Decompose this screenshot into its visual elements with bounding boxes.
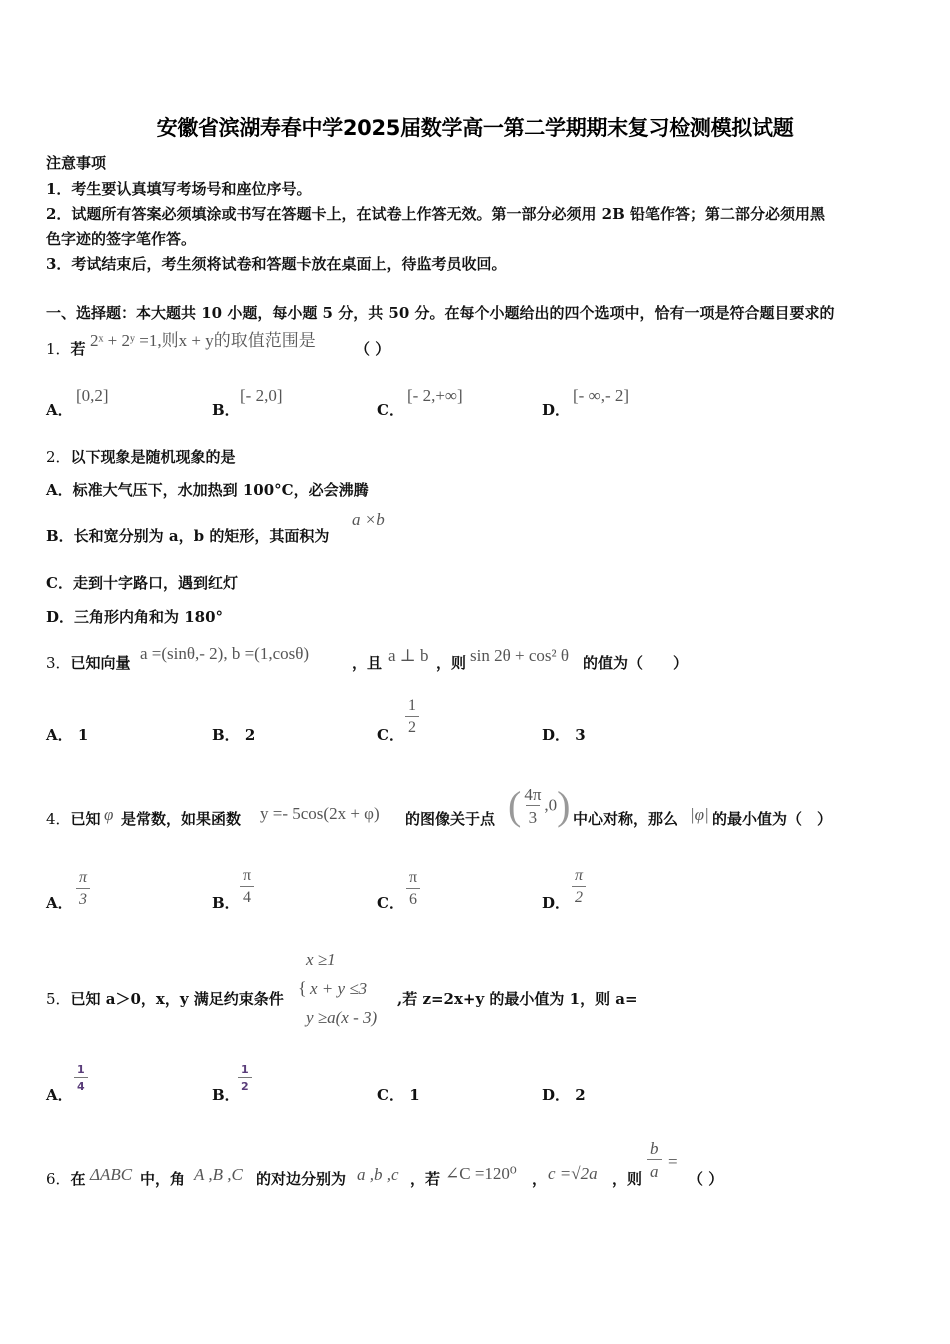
q4-function: y =- 5cos(2x + φ) bbox=[260, 804, 380, 823]
q1-option-a-label: A． bbox=[46, 401, 73, 419]
q5-option-b-fraction bbox=[238, 1064, 252, 1092]
q3-stem bbox=[46, 652, 131, 673]
q2-option-c: C．走到十字路口，遇到红灯 bbox=[46, 574, 238, 592]
q4-paren-right: ) bbox=[557, 783, 571, 828]
q1-option-b: [- 2,0] bbox=[240, 386, 283, 405]
q4-post: 的最小值为（ ） bbox=[712, 810, 833, 828]
q4-option-d-fraction bbox=[572, 868, 586, 906]
q4-option-c-den: 6 bbox=[406, 888, 420, 908]
q5-brace: { bbox=[298, 978, 307, 998]
q5-option-d bbox=[542, 1084, 586, 1105]
q6-number: 6． bbox=[46, 1170, 71, 1188]
q4-option-c-fraction bbox=[406, 870, 420, 908]
q3-option-c-num: 1 bbox=[408, 697, 416, 714]
q4-option-b-den: 4 bbox=[240, 886, 254, 906]
q4-point-num: 4π bbox=[524, 784, 542, 804]
q2-stem bbox=[46, 446, 236, 467]
q1-option-c-label: C． bbox=[377, 401, 404, 419]
q5-option-b-label: B． bbox=[212, 1086, 240, 1104]
notice-item-2: 2．试题所有答案必须填涂或书写在答题卡上，在试卷上作答无效。第一部分必须用 2B 铅笔作答；第二部分必须用黑 bbox=[46, 205, 826, 223]
q4-mid1: 是常数，如果函数 bbox=[121, 810, 242, 828]
q5-option-b-den: 2 bbox=[238, 1077, 252, 1092]
q3-then: ，则 bbox=[436, 654, 467, 672]
q3-option-d bbox=[542, 724, 586, 745]
q3-option-d-label: D． bbox=[542, 726, 571, 744]
q4-option-b-fraction bbox=[240, 868, 254, 906]
q5-pre: 已知 a＞0，x，y 满足约束条件 bbox=[70, 990, 284, 1008]
q6-condition-side: c =√2a bbox=[548, 1164, 598, 1183]
q6-mid1: 中，角 bbox=[140, 1170, 186, 1188]
q6-mid3: ，若 bbox=[410, 1170, 441, 1188]
q6-pre: 在 bbox=[70, 1170, 86, 1188]
q4-phi: φ bbox=[104, 805, 114, 824]
q5-option-c-label: C． bbox=[377, 1086, 404, 1104]
q4-mid2: 的图像关于点 bbox=[405, 810, 496, 828]
q4-number: 4． bbox=[46, 810, 71, 828]
q3-option-c-fraction bbox=[405, 698, 419, 736]
q3-option-b-value: 2 bbox=[244, 726, 256, 744]
q6-fraction-den: a bbox=[647, 1159, 662, 1180]
q3-option-c-label: C． bbox=[377, 726, 404, 744]
q4-option-c-num: π bbox=[409, 869, 418, 886]
q3-pre: 已知向量 bbox=[70, 654, 131, 672]
q4-option-b-num: π bbox=[243, 867, 252, 884]
q2-option-d: D．三角形内角和为 180° bbox=[46, 608, 224, 626]
q4-point-rest: ,0 bbox=[544, 795, 558, 815]
q3-option-b-label: B． bbox=[212, 726, 240, 744]
q1-formula: 2ˣ + 2ʸ =1,则x + y的取值范围是 bbox=[90, 331, 316, 350]
notice-item-2-cont: 色字迹的签字笔作答。 bbox=[46, 230, 197, 248]
q2-number: 2． bbox=[46, 448, 71, 466]
q1-stem bbox=[46, 338, 86, 359]
q6-fraction bbox=[647, 1140, 662, 1180]
q6-mid4: ， bbox=[532, 1170, 548, 1188]
q5-constraint-3: y ≥a(x - 3) bbox=[306, 1008, 378, 1027]
q1-option-c: [- 2,+∞] bbox=[407, 386, 463, 405]
q1-pre: 若 bbox=[70, 340, 86, 358]
q4-mid3: 中心对称，那么 bbox=[573, 810, 679, 828]
notice-heading: 注意事项 bbox=[46, 154, 107, 172]
q3-option-a bbox=[46, 724, 88, 745]
q1-paren: （ ） bbox=[355, 340, 391, 358]
q6-mid5: ，则 bbox=[612, 1170, 643, 1188]
q3-option-d-value: 3 bbox=[575, 726, 586, 744]
q3-post: 的值为（ ） bbox=[583, 654, 689, 672]
q3-option-b bbox=[212, 724, 255, 745]
q5-option-a-num: 1 bbox=[77, 1063, 85, 1076]
q2-option-b: B．长和宽分别为 a，b 的矩形，其面积为 bbox=[46, 527, 330, 545]
q4-option-c-label: C． bbox=[377, 894, 404, 912]
q3-option-a-value: 1 bbox=[77, 726, 89, 744]
q5-option-a-label: A． bbox=[46, 1086, 73, 1104]
q4-point-den: 3 bbox=[526, 805, 541, 826]
q4-option-d-label: D． bbox=[542, 894, 571, 912]
q5-post: ,若 z=2x+y 的最小值为 1，则 a= bbox=[397, 990, 638, 1008]
q4-stem bbox=[46, 808, 101, 829]
q6-sides: a ,b ,c bbox=[357, 1165, 399, 1184]
notice-item-3: 3．考试结束后，考生须将试卷和答题卡放在桌面上，待监考员收回。 bbox=[46, 255, 507, 273]
q5-option-c bbox=[377, 1084, 420, 1105]
q4-option-a-num: π bbox=[79, 869, 88, 886]
q1-number: 1． bbox=[46, 340, 71, 358]
q3-formula-perp: a ⊥ b bbox=[388, 646, 429, 665]
page-title: 安徽省滨湖寿春中学2025届数学高一第二学期期末复习检测模拟试题 bbox=[156, 116, 794, 140]
q1-option-b-label: B． bbox=[212, 401, 240, 419]
q6-paren: （ ） bbox=[688, 1170, 724, 1188]
q6-angles: A ,B ,C bbox=[194, 1165, 243, 1184]
section-heading: 一、选择题：本大题共 10 小题，每小题 5 分，共 50 分。在每个小题给出的四个选项中，恰有一项是符合题目要求的 bbox=[46, 304, 835, 322]
q3-formula-expr: sin 2θ + cos² θ bbox=[470, 646, 569, 665]
q2-option-b-formula: a ×b bbox=[352, 510, 385, 529]
q6-mid2: 的对边分别为 bbox=[256, 1170, 347, 1188]
q6-triangle: ΔABC bbox=[90, 1165, 133, 1184]
q6-stem bbox=[46, 1168, 86, 1189]
q5-stem bbox=[46, 988, 284, 1009]
q5-option-a-den: 4 bbox=[74, 1077, 88, 1092]
q6-fraction-num: b bbox=[650, 1139, 659, 1158]
q2-text: 以下现象是随机现象的是 bbox=[70, 448, 236, 466]
q5-constraint-1: x ≥1 bbox=[306, 950, 336, 969]
q3-formula-vectors: a =(sinθ,- 2), b =(1,cosθ) bbox=[140, 644, 310, 663]
q4-option-d-den: 2 bbox=[572, 886, 586, 906]
q1-option-a: [0,2] bbox=[76, 386, 109, 405]
q1-option-d: [- ∞,- 2] bbox=[573, 386, 630, 405]
q4-option-a-den: 3 bbox=[76, 888, 90, 908]
q5-option-d-label: D． bbox=[542, 1086, 571, 1104]
q1-option-d-label: D． bbox=[542, 401, 571, 419]
q4-option-a-label: A． bbox=[46, 894, 73, 912]
q4-option-d-num: π bbox=[575, 867, 584, 884]
q3-option-a-label: A． bbox=[46, 726, 73, 744]
q5-number: 5． bbox=[46, 990, 71, 1008]
q3-number: 3． bbox=[46, 654, 71, 672]
q5-option-a-fraction bbox=[74, 1064, 88, 1092]
q4-option-b-label: B． bbox=[212, 894, 240, 912]
q4-pre: 已知 bbox=[70, 810, 101, 828]
q5-option-b-num: 1 bbox=[241, 1063, 249, 1076]
q4-abs-phi: |φ| bbox=[690, 805, 709, 824]
q4-paren-left: ( bbox=[508, 783, 522, 828]
q5-constraint-2: x + y ≤3 bbox=[310, 979, 368, 998]
q6-equals: = bbox=[668, 1152, 678, 1171]
q2-option-a: A．标准大气压下，水加热到 100°C，必会沸腾 bbox=[46, 481, 369, 499]
q3-and: ，且 bbox=[352, 654, 383, 672]
q4-center-point bbox=[508, 782, 571, 829]
q6-condition-angle: ∠C =120⁰ bbox=[445, 1164, 517, 1183]
q4-option-a-fraction bbox=[76, 870, 90, 908]
q5-option-c-value: 1 bbox=[409, 1086, 420, 1104]
notice-item-1: 1．考生要认真填写考场号和座位序号。 bbox=[46, 180, 312, 198]
q5-option-d-value: 2 bbox=[575, 1086, 586, 1104]
q3-option-c-den: 2 bbox=[405, 716, 419, 736]
